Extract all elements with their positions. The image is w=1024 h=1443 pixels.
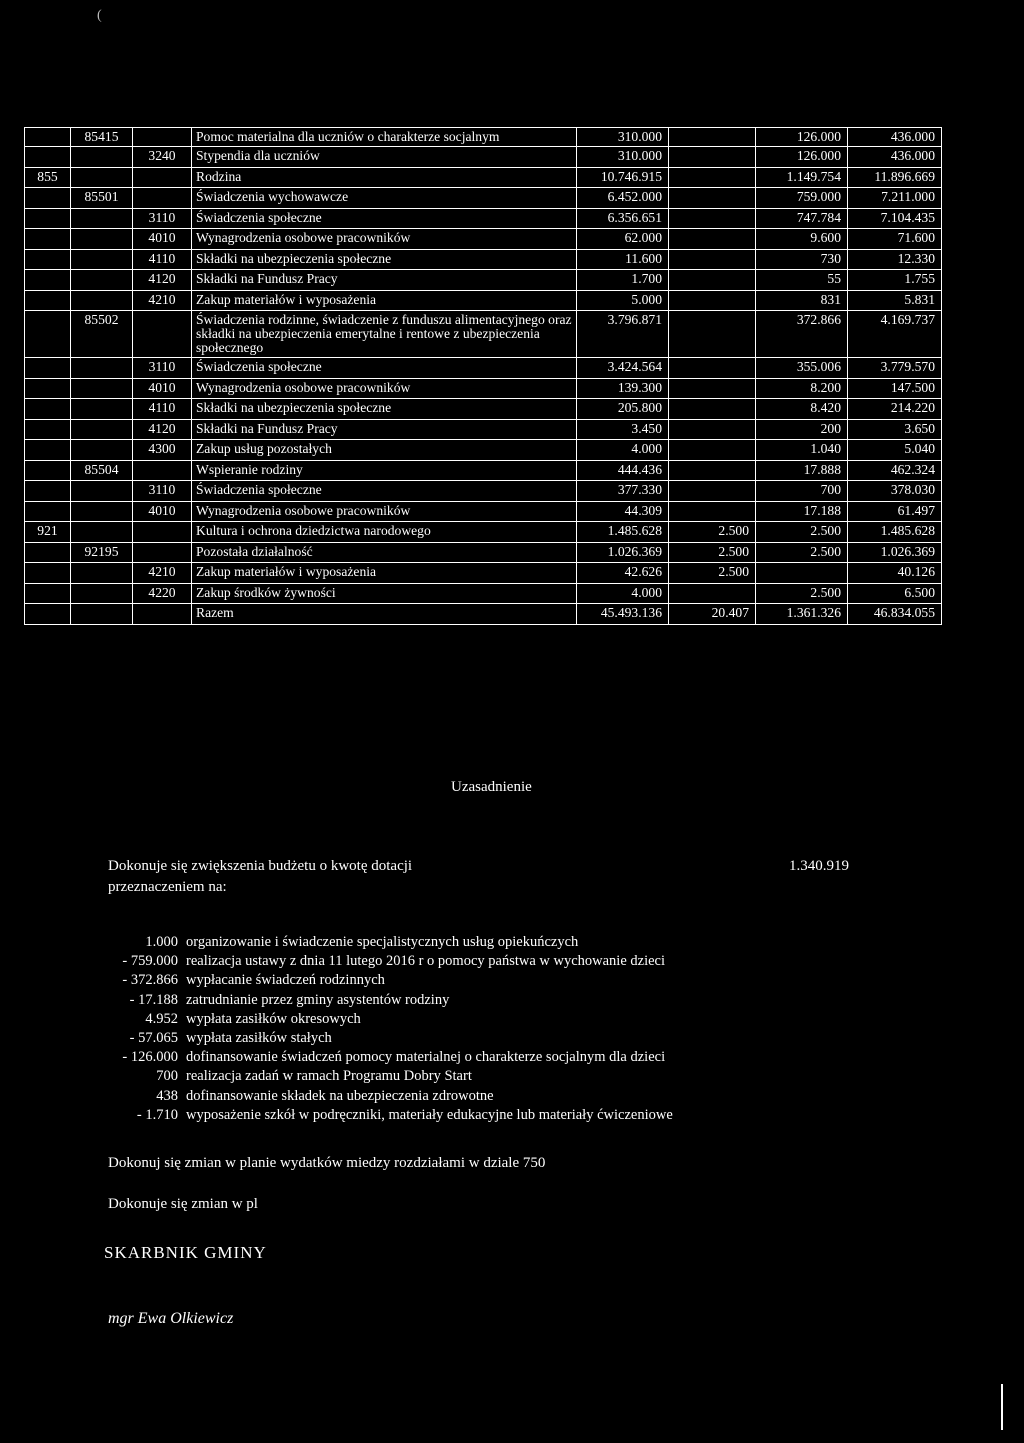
- cell-name: Świadczenia rodzinne, świadczenie z funduszu alimentacyjnego oraz składki na ubezpieczenia emerytalne i rentowe z ubezpieczenia społecznego: [192, 311, 577, 358]
- cell-decrease: [669, 501, 756, 522]
- signature-name: mgr Ewa Olkiewicz: [108, 1310, 234, 1327]
- cell-decrease: [669, 358, 756, 379]
- cell-decrease: [669, 583, 756, 604]
- cell-increase: 355.006: [756, 358, 848, 379]
- cell-name: Pomoc materialna dla uczniów o charakterze socjalnym: [192, 128, 577, 147]
- cell-plan: 10.746.915: [577, 167, 669, 188]
- cell-dzial: [25, 419, 71, 440]
- cell-after-change: 1.755: [848, 270, 942, 291]
- cell-name: Rodzina: [192, 167, 577, 188]
- cell-paragraf: 3110: [133, 208, 192, 229]
- cell-dzial: [25, 399, 71, 420]
- cell-name: Zakup materiałów i wyposażenia: [192, 290, 577, 311]
- cell-rozdzial: [71, 167, 133, 188]
- cell-dzial: [25, 460, 71, 481]
- table-row: [25, 188, 942, 209]
- cell-name: Pozostała działalność: [192, 542, 577, 563]
- cell-plan: 205.800: [577, 399, 669, 420]
- change-item-description: wypłacanie świadczeń rodzinnych: [186, 972, 385, 989]
- cell-name: Zakup środków żywności: [192, 583, 577, 604]
- cell-after-change: 3.650: [848, 419, 942, 440]
- cell-dzial: [25, 501, 71, 522]
- cell-name: Świadczenia społeczne: [192, 208, 577, 229]
- table-row: [25, 290, 942, 311]
- cell-increase: 372.866: [756, 311, 848, 358]
- change-item: [94, 1010, 673, 1029]
- cell-plan: 42.626: [577, 563, 669, 584]
- cell-name: Składki na ubezpieczenia społeczne: [192, 249, 577, 270]
- cell-decrease: [669, 229, 756, 250]
- cell-decrease: [669, 399, 756, 420]
- cell-rozdzial: [71, 440, 133, 461]
- cell-rozdzial: [71, 481, 133, 502]
- cell-after-change: 71.600: [848, 229, 942, 250]
- cell-after-change: 7.104.435: [848, 208, 942, 229]
- signature-title: SKARBNIK GMINY: [104, 1243, 267, 1262]
- change-item-amount: 1.000: [145, 934, 178, 950]
- cell-plan: 3.424.564: [577, 358, 669, 379]
- table-row: [25, 542, 942, 563]
- change-item-description: dofinansowanie świadczeń pomocy materialnej o charakterze socjalnym dla dzieci: [186, 1049, 666, 1066]
- cell-increase: 126.000: [756, 128, 848, 147]
- cell-decrease: 2.500: [669, 563, 756, 584]
- justification-heading: Uzasadnienie: [451, 779, 532, 795]
- cell-after-change: 436.000: [848, 128, 942, 147]
- table-row: [25, 522, 942, 543]
- cell-after-change: 147.500: [848, 378, 942, 399]
- cell-paragraf: [133, 522, 192, 543]
- table-row: [25, 147, 942, 168]
- cell-plan: 1.700: [577, 270, 669, 291]
- cell-rozdzial: [71, 358, 133, 379]
- change-item-amount: 700: [156, 1068, 178, 1085]
- cell-paragraf: 4010: [133, 229, 192, 250]
- cell-increase: 17.188: [756, 501, 848, 522]
- cell-paragraf: 3240: [133, 147, 192, 168]
- cell-dzial: [25, 378, 71, 399]
- cell-dzial: [25, 583, 71, 604]
- cell-dzial: [25, 188, 71, 209]
- table-row: [25, 167, 942, 188]
- cell-paragraf: [133, 542, 192, 563]
- cell-name: Świadczenia społeczne: [192, 358, 577, 379]
- cell-plan: 444.436: [577, 460, 669, 481]
- change-item-description: realizacja ustawy z dnia 11 lutego 2016 r o pomocy państwa w wychowanie dzieci: [186, 953, 666, 970]
- cell-decrease: [669, 128, 756, 147]
- cell-dzial: [25, 563, 71, 584]
- change-item: [94, 1067, 673, 1086]
- cell-name: Świadczenia społeczne: [192, 481, 577, 502]
- cell-after-change: 40.126: [848, 563, 942, 584]
- cell-dzial: [25, 604, 71, 625]
- cell-decrease: 2.500: [669, 522, 756, 543]
- cell-name: Świadczenia wychowawcze: [192, 188, 577, 209]
- cell-paragraf: [133, 188, 192, 209]
- table-row: [25, 208, 942, 229]
- cell-paragraf: 4010: [133, 378, 192, 399]
- change-item-description: zatrudnianie przez gminy asystentów rodziny: [186, 991, 450, 1008]
- cell-paragraf: [133, 167, 192, 188]
- cell-after-change: 61.497: [848, 501, 942, 522]
- change-item-description: wypłata zasiłków okresowych: [186, 1010, 361, 1027]
- cell-rozdzial: [71, 604, 133, 625]
- cell-rozdzial: [71, 290, 133, 311]
- cell-increase: 17.888: [756, 460, 848, 481]
- cell-increase: 200: [756, 419, 848, 440]
- cell-rozdzial: [71, 583, 133, 604]
- cell-name: Kultura i ochrona dziedzictwa narodowego: [192, 522, 577, 543]
- change-item-description: wypłata zasiłków stałych: [186, 1029, 332, 1046]
- cell-increase: 126.000: [756, 147, 848, 168]
- cell-decrease: [669, 249, 756, 270]
- change-item-description: dofinansowanie składek na ubezpieczenia zdrowotne: [186, 1087, 494, 1104]
- cell-paragraf: 4210: [133, 290, 192, 311]
- change-note-truncated: Dokonuje się zmian w pl: [108, 1196, 258, 1212]
- cell-plan: 4.000: [577, 440, 669, 461]
- cell-increase: 9.600: [756, 229, 848, 250]
- cell-name: Składki na Fundusz Pracy: [192, 419, 577, 440]
- cell-increase: 831: [756, 290, 848, 311]
- cell-paragraf: 4010: [133, 501, 192, 522]
- cell-plan: 3.796.871: [577, 311, 669, 358]
- cell-dzial: [25, 208, 71, 229]
- cell-plan: 6.356.651: [577, 208, 669, 229]
- cell-increase: 55: [756, 270, 848, 291]
- cell-increase: 2.500: [756, 522, 848, 543]
- table-row: [25, 563, 942, 584]
- cell-plan: 11.600: [577, 249, 669, 270]
- cell-after-change: 214.220: [848, 399, 942, 420]
- table-row: [25, 128, 942, 147]
- cell-plan: 5.000: [577, 290, 669, 311]
- cell-name: Zakup usług pozostałych: [192, 440, 577, 461]
- table-row: [25, 358, 942, 379]
- cell-dzial: [25, 311, 71, 358]
- cell-plan: 62.000: [577, 229, 669, 250]
- table-row: [25, 440, 942, 461]
- change-item-amount: 4.952: [145, 1010, 178, 1027]
- change-item-description: organizowanie i świadczenie specjalistycznych usług opiekuńczych: [186, 934, 579, 950]
- cell-rozdzial: 85502: [71, 311, 133, 358]
- page-mark: (: [97, 8, 102, 23]
- table-row: [25, 460, 942, 481]
- cell-rozdzial: 85504: [71, 460, 133, 481]
- edge-bar: [1001, 1384, 1003, 1430]
- cell-after-change: 436.000: [848, 147, 942, 168]
- change-item: [94, 1106, 673, 1125]
- cell-plan: 377.330: [577, 481, 669, 502]
- change-item-description: realizacja zadań w ramach Programu Dobry Start: [186, 1068, 472, 1085]
- cell-decrease: [669, 188, 756, 209]
- change-item-amount: 438: [156, 1087, 178, 1104]
- cell-after-change: 5.040: [848, 440, 942, 461]
- cell-increase: 1.040: [756, 440, 848, 461]
- cell-after-change: 6.500: [848, 583, 942, 604]
- change-item: [94, 933, 673, 952]
- cell-rozdzial: 85501: [71, 188, 133, 209]
- table-row: [25, 604, 942, 625]
- cell-increase: 2.500: [756, 583, 848, 604]
- change-items-list: [94, 933, 673, 1125]
- cell-after-change: 7.211.000: [848, 188, 942, 209]
- cell-decrease: [669, 440, 756, 461]
- cell-paragraf: 4300: [133, 440, 192, 461]
- change-item: [94, 1029, 673, 1048]
- cell-dzial: [25, 128, 71, 147]
- change-item: [94, 1048, 673, 1067]
- change-item-amount: - 17.188: [129, 991, 178, 1008]
- change-item: [94, 991, 673, 1010]
- cell-paragraf: [133, 128, 192, 147]
- cell-name: Zakup materiałów i wyposażenia: [192, 563, 577, 584]
- cell-paragraf: 4110: [133, 399, 192, 420]
- table-row: [25, 583, 942, 604]
- cell-name: Składki na ubezpieczenia społeczne: [192, 399, 577, 420]
- cell-paragraf: [133, 604, 192, 625]
- cell-after-change: 3.779.570: [848, 358, 942, 379]
- cell-plan: 310.000: [577, 147, 669, 168]
- cell-increase: 1.149.754: [756, 167, 848, 188]
- cell-name: Stypendia dla uczniów: [192, 147, 577, 168]
- cell-paragraf: [133, 311, 192, 358]
- table-row: [25, 419, 942, 440]
- cell-plan: 1.485.628: [577, 522, 669, 543]
- cell-after-change: 1.485.628: [848, 522, 942, 543]
- cell-plan: 310.000: [577, 128, 669, 147]
- cell-after-change: 46.834.055: [848, 604, 942, 625]
- cell-rozdzial: [71, 249, 133, 270]
- table-row: [25, 481, 942, 502]
- cell-name: Składki na Fundusz Pracy: [192, 270, 577, 291]
- cell-plan: 44.309: [577, 501, 669, 522]
- intro-text: Dokonuje się zwiększenia budżetu o kwotę dotacji przeznaczeniem na:: [108, 858, 413, 895]
- cell-dzial: [25, 358, 71, 379]
- table-row: [25, 311, 942, 358]
- cell-paragraf: 3110: [133, 358, 192, 379]
- cell-increase: 730: [756, 249, 848, 270]
- cell-decrease: 2.500: [669, 542, 756, 563]
- change-item: [94, 1087, 673, 1106]
- cell-rozdzial: [71, 419, 133, 440]
- cell-decrease: [669, 481, 756, 502]
- cell-decrease: [669, 460, 756, 481]
- cell-after-change: 5.831: [848, 290, 942, 311]
- cell-decrease: [669, 270, 756, 291]
- cell-plan: 45.493.136: [577, 604, 669, 625]
- cell-after-change: 1.026.369: [848, 542, 942, 563]
- cell-rozdzial: 85415: [71, 128, 133, 147]
- cell-dzial: 855: [25, 167, 71, 188]
- cell-paragraf: 4120: [133, 419, 192, 440]
- cell-dzial: [25, 249, 71, 270]
- cell-decrease: [669, 311, 756, 358]
- cell-dzial: [25, 270, 71, 291]
- change-item: [94, 952, 673, 971]
- cell-rozdzial: [71, 270, 133, 291]
- cell-dzial: [25, 481, 71, 502]
- cell-name: Wynagrodzenia osobowe pracowników: [192, 378, 577, 399]
- budget-table: [24, 127, 942, 625]
- cell-rozdzial: [71, 147, 133, 168]
- cell-paragraf: 4220: [133, 583, 192, 604]
- cell-dzial: [25, 147, 71, 168]
- cell-paragraf: 3110: [133, 481, 192, 502]
- cell-rozdzial: [71, 399, 133, 420]
- cell-decrease: [669, 378, 756, 399]
- budget-table-body: [25, 128, 942, 625]
- cell-decrease: [669, 208, 756, 229]
- cell-dzial: [25, 440, 71, 461]
- change-item-amount: - 1.710: [136, 1106, 178, 1123]
- cell-name: Wynagrodzenia osobowe pracowników: [192, 501, 577, 522]
- table-row: [25, 249, 942, 270]
- cell-rozdzial: [71, 229, 133, 250]
- cell-rozdzial: [71, 501, 133, 522]
- cell-decrease: [669, 290, 756, 311]
- change-item: [94, 971, 673, 990]
- cell-plan: 4.000: [577, 583, 669, 604]
- cell-increase: 759.000: [756, 188, 848, 209]
- cell-plan: 1.026.369: [577, 542, 669, 563]
- table-row: [25, 501, 942, 522]
- cell-paragraf: 4120: [133, 270, 192, 291]
- cell-rozdzial: [71, 563, 133, 584]
- cell-dzial: [25, 542, 71, 563]
- cell-increase: 700: [756, 481, 848, 502]
- intro-amount: 1.340.919: [789, 858, 849, 874]
- cell-after-change: 462.324: [848, 460, 942, 481]
- cell-decrease: [669, 419, 756, 440]
- cell-increase: 8.420: [756, 399, 848, 420]
- change-item-amount: - 126.000: [122, 1049, 178, 1066]
- table-row: [25, 229, 942, 250]
- cell-plan: 139.300: [577, 378, 669, 399]
- change-item-amount: - 759.000: [122, 953, 178, 970]
- change-item-description: wyposażenie szkół w podręczniki, materiały edukacyjne lub materiały ćwiczeniowe: [186, 1106, 673, 1123]
- cell-dzial: 921: [25, 522, 71, 543]
- table-row: [25, 270, 942, 291]
- cell-dzial: [25, 290, 71, 311]
- cell-name: Wynagrodzenia osobowe pracowników: [192, 229, 577, 250]
- cell-increase: 2.500: [756, 542, 848, 563]
- cell-increase: [756, 563, 848, 584]
- cell-plan: 6.452.000: [577, 188, 669, 209]
- cell-after-change: 11.896.669: [848, 167, 942, 188]
- cell-after-change: 4.169.737: [848, 311, 942, 358]
- cell-plan: 3.450: [577, 419, 669, 440]
- cell-name: Razem: [192, 604, 577, 625]
- table-row: [25, 378, 942, 399]
- cell-rozdzial: [71, 208, 133, 229]
- cell-decrease: [669, 147, 756, 168]
- cell-rozdzial: [71, 522, 133, 543]
- cell-after-change: 12.330: [848, 249, 942, 270]
- cell-decrease: 20.407: [669, 604, 756, 625]
- cell-paragraf: 4110: [133, 249, 192, 270]
- cell-dzial: [25, 229, 71, 250]
- change-note-750: Dokonuj się zmian w planie wydatków miedzy rozdziałami w dziale 750: [108, 1155, 546, 1171]
- cell-increase: 747.784: [756, 208, 848, 229]
- cell-decrease: [669, 167, 756, 188]
- cell-rozdzial: 92195: [71, 542, 133, 563]
- table-row: [25, 399, 942, 420]
- cell-paragraf: [133, 460, 192, 481]
- change-item-amount: - 372.866: [122, 972, 178, 989]
- cell-name: Wspieranie rodziny: [192, 460, 577, 481]
- change-item-amount: - 57.065: [129, 1029, 178, 1046]
- cell-after-change: 378.030: [848, 481, 942, 502]
- cell-increase: 1.361.326: [756, 604, 848, 625]
- cell-paragraf: 4210: [133, 563, 192, 584]
- cell-rozdzial: [71, 378, 133, 399]
- cell-increase: 8.200: [756, 378, 848, 399]
